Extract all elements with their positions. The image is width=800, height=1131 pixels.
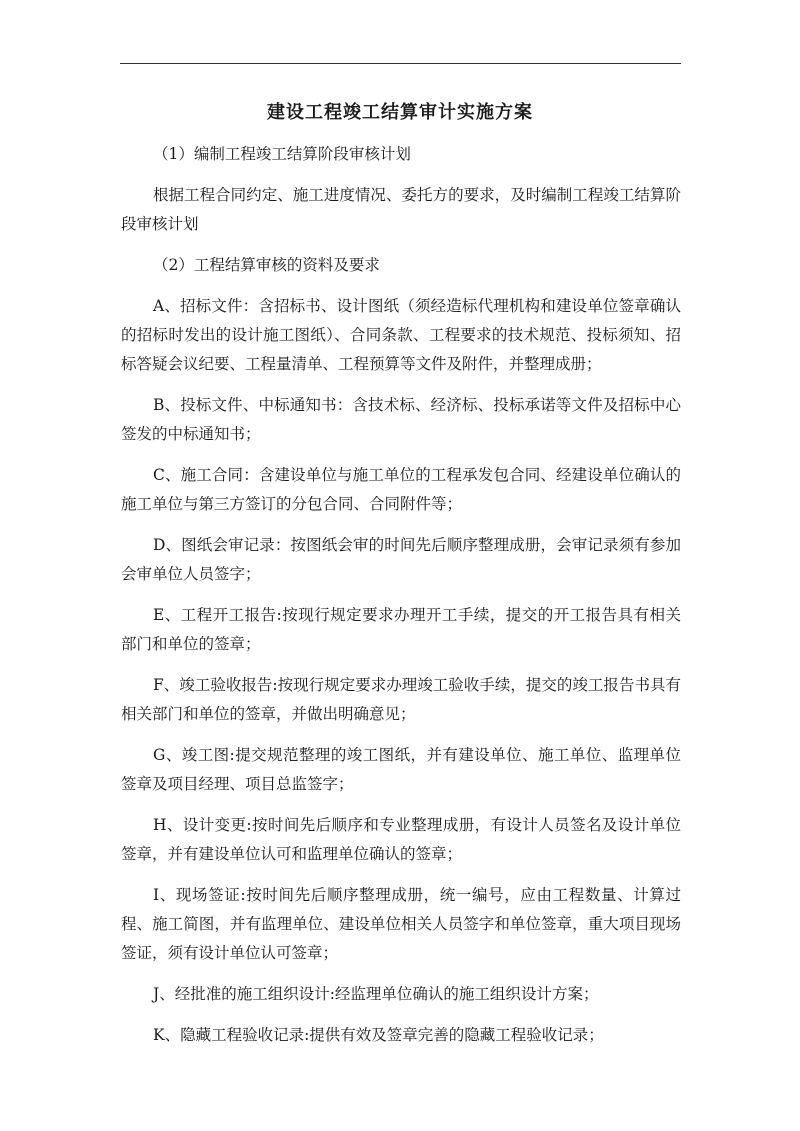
document-body (121, 140, 681, 1050)
paragraph-plan: 根据工程合同约定、施工进度情况、委托方的要求，及时编制工程竣工结算阶段审核计划 (121, 186, 681, 233)
item-b-bid-docs: B、投标文件、中标通知书：含技术标、经济标、投标承诺等文件及招标中心签发的中标通知书； (121, 396, 681, 443)
header-rule (120, 63, 681, 64)
item-a-tender-docs: A、招标文件：含招标书、设计图纸（须经造标代理机构和建设单位签章确认的招标时发出的设计施工图纸）、合同条款、工程要求的技术规范、投标须知、招标答疑会议纪要、工程量清单、工程预算等文件及附件，并整理成册； (121, 297, 681, 373)
item-e-start-report: E、工程开工报告:按现行规定要求办理开工手续，提交的开工报告具有相关部门和单位的签章； (121, 606, 681, 653)
item-j-construction-design: J、经批准的施工组织设计:经监理单位确认的施工组织设计方案； (153, 985, 599, 1003)
section-heading-1: （1）编制工程竣工结算阶段审核计划 (153, 145, 411, 163)
item-d-drawing-review: D、图纸会审记录：按图纸会审的时间先后顺序整理成册，会审记录须有参加会审单位人员签字； (121, 536, 681, 583)
item-k-concealed-works: K、隐藏工程验收记录:提供有效及签章完善的隐藏工程验收记录； (153, 1026, 604, 1044)
item-i-site-visa: I、现场签证:按时间先后顺序整理成册，统一编号，应由工程数量、计算过程、施工简图，并有监理单位、建设单位相关人员签字和单位签章，重大项目现场签证，须有设计单位认可签章； (121, 886, 681, 962)
item-g-as-built-drawings: G、竣工图:提交规范整理的竣工图纸，并有建设单位、施工单位、监理单位签章及项目经理、项目总监签字； (121, 746, 681, 793)
item-c-contract: C、施工合同：含建设单位与施工单位的工程承发包合同、经建设单位确认的施工单位与第三方签订的分包合同、合同附件等； (121, 466, 681, 513)
section-heading-2: （2）工程结算审核的资料及要求 (153, 256, 380, 274)
document-title: 建设工程竣工结算审计实施方案 (267, 102, 533, 123)
item-h-design-changes: H、设计变更:按时间先后顺序和专业整理成册，有设计人员签名及设计单位签章，并有建设单位认可和监理单位确认的签章； (121, 816, 681, 863)
item-f-acceptance-report: F、竣工验收报告:按现行规定要求办理竣工验收手续，提交的竣工报告书具有相关部门和单位的签章，并做出明确意见； (121, 676, 681, 723)
